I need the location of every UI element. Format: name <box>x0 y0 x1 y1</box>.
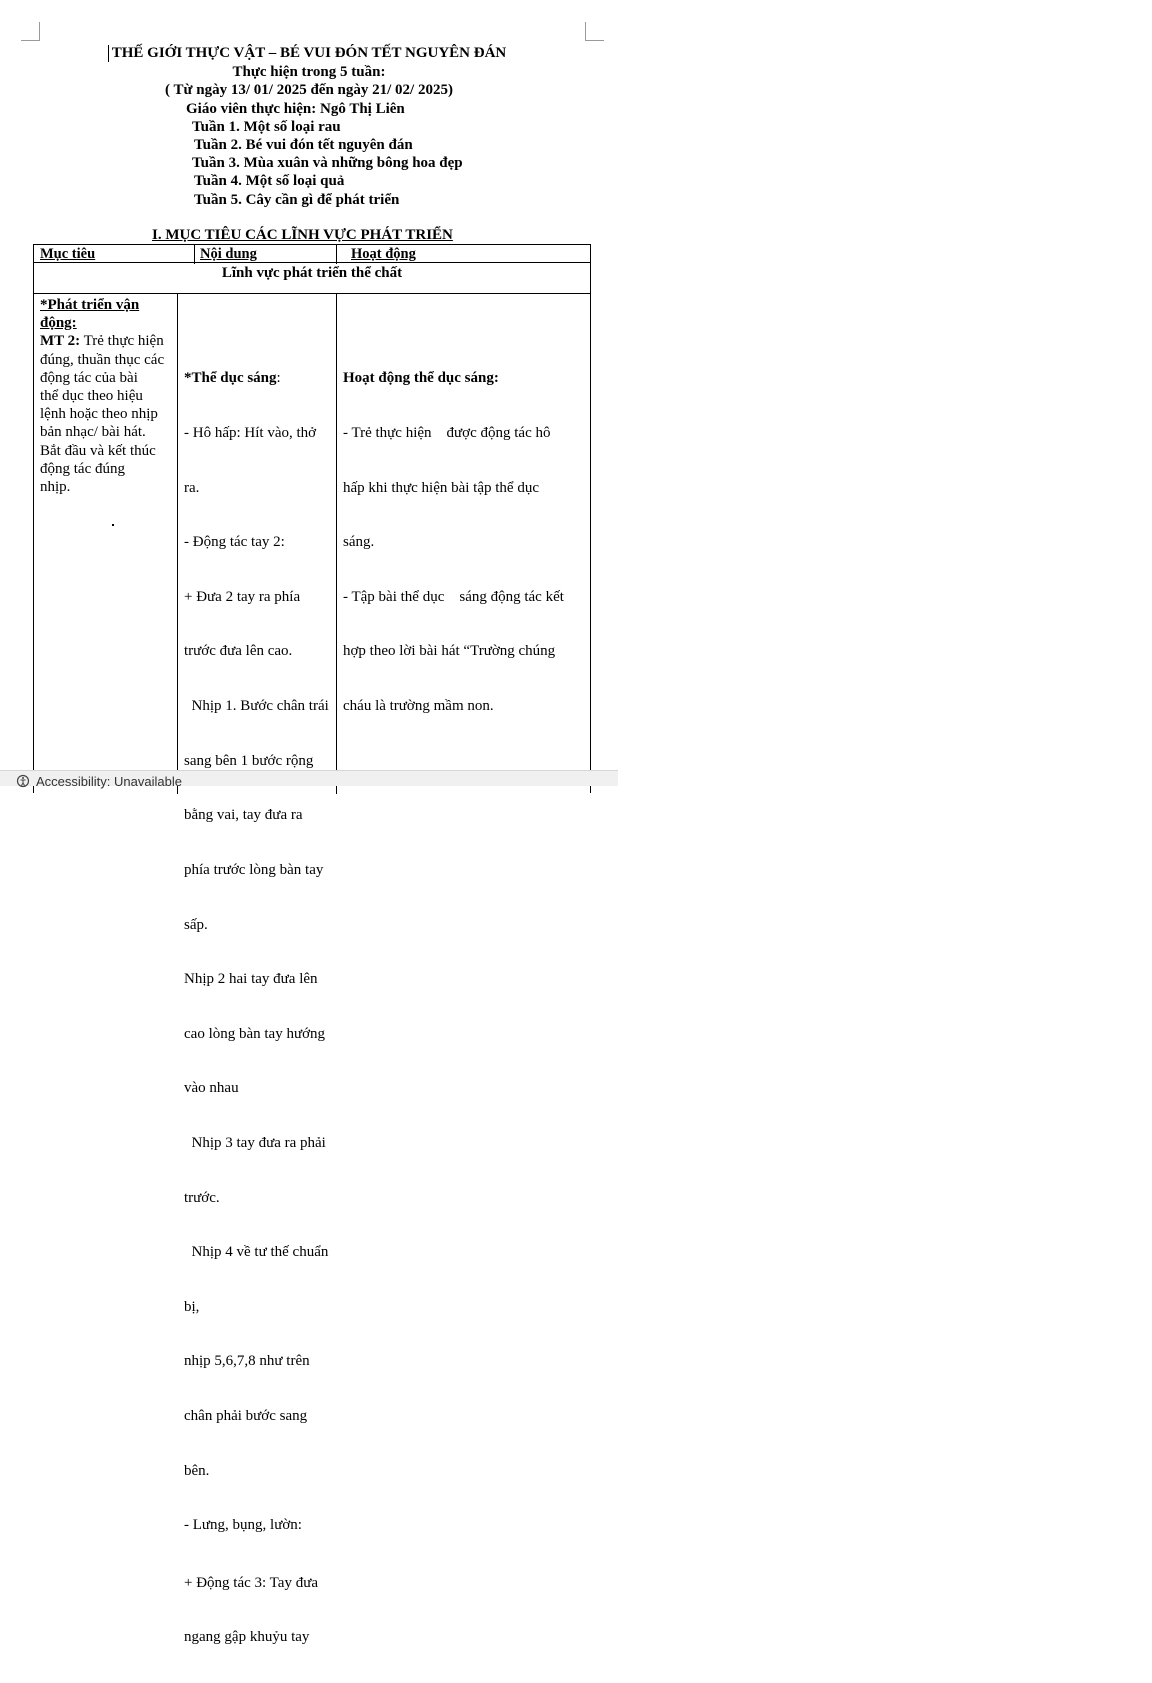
objective-mt2 <box>40 332 176 350</box>
objective-line: Bắt đầu và kết thúc <box>40 442 156 459</box>
week-3: Tuần 3. Mùa xuân và những bông hoa đẹp <box>192 155 463 171</box>
header-muc-tieu: Mục tiêu <box>40 246 96 262</box>
content-line: ngang gập khuỷu tay <box>184 1629 310 1646</box>
content-line: + Động tác 3: Tay đưa <box>184 1574 318 1591</box>
section-title: I. MỤC TIÊU CÁC LĨNH VỰC PHÁT TRIỂN <box>152 227 453 243</box>
crop-mark-top-left <box>21 22 40 41</box>
content-line: trước đưa lên cao. <box>184 643 293 660</box>
objective-line: nhịp. <box>40 479 71 496</box>
content-line: cao lòng bàn tay hướng <box>184 1025 326 1042</box>
content-line: Nhịp 3 tay đưa ra phải <box>184 1134 326 1151</box>
table-header-row <box>33 244 591 263</box>
content-line: sấp. <box>184 916 208 933</box>
objective-line: động tác đúng <box>40 460 125 477</box>
accessibility-icon[interactable] <box>16 774 32 788</box>
content-line: ra. <box>184 479 200 496</box>
objective-line: đúng, thuần thục các <box>40 351 165 368</box>
content-heading-colon: : <box>276 370 281 387</box>
duration-line: Thực hiện trong 5 tuần: <box>232 64 386 80</box>
col-activities <box>343 333 589 752</box>
content-line: + Đưa 2 tay ra phía <box>184 588 301 605</box>
status-bar <box>0 770 618 789</box>
content-line: Nhịp 1. Bước chân trái <box>184 698 329 715</box>
objective-line: lệnh hoặc theo nhịp <box>40 406 158 423</box>
mt-label: MT 2: <box>40 333 81 350</box>
header-divider <box>336 245 337 264</box>
activity-line: sáng. <box>343 534 375 551</box>
content-line: - Động tác tay 2: <box>184 534 285 551</box>
date-range-line: ( Từ ngày 13/ 01/ 2025 đến ngày 21/ 02/ 2025) <box>165 82 453 98</box>
header-divider <box>194 245 195 264</box>
content-line: nhịp 5,6,7,8 như trên <box>184 1353 310 1370</box>
col-objectives <box>40 296 176 496</box>
crop-mark-top-right <box>585 22 604 41</box>
activity-line: - Tập bài thể dục sáng động tác kết <box>343 588 564 605</box>
column-divider <box>336 294 337 794</box>
content-line: Nhịp 2 hai tay đưa lên <box>184 971 318 988</box>
activity-line: cháu là trường mầm non. <box>343 698 494 715</box>
column-divider <box>177 294 178 794</box>
objective-heading: *Phát triển vận động: <box>40 297 140 332</box>
objective-line: bản nhạc/ bài hát. <box>40 424 146 441</box>
activity-heading: Hoạt động thể dục sáng: <box>343 370 499 387</box>
content-line: bị, <box>184 1298 200 1315</box>
week-2: Tuần 2. Bé vui đón tết nguyên đán <box>194 137 413 153</box>
accessibility-status[interactable]: Accessibility: Unavailable <box>36 774 182 789</box>
activity-line: hấp khi thực hiện bài tập thể dục <box>343 479 539 496</box>
content-line: phía trước lòng bàn tay <box>184 861 324 878</box>
content-line: Nhịp 4 về tư thế chuẩn <box>184 1244 329 1261</box>
content-line: vào nhau <box>184 1080 239 1097</box>
content-heading-text: *Thể dục sáng <box>184 370 277 387</box>
week-1: Tuần 1. Một số loại rau <box>192 119 341 135</box>
objective-line: động tác của bài <box>40 369 138 386</box>
week-4: Tuần 4. Một số loại quả <box>194 173 345 189</box>
content-line: - Lưng, bụng, lườn: <box>184 1517 302 1534</box>
header-hoat-dong: Hoạt động <box>351 246 416 262</box>
header-noi-dung: Nội dung <box>200 246 257 262</box>
activity-line: - Trẻ thực hiện được động tác hô <box>343 425 551 442</box>
content-line: sang bên 1 bước rộng <box>184 752 314 769</box>
objective-line: Trẻ thực hiện <box>80 333 164 350</box>
content-line: bằng vai, tay đưa ra <box>184 807 303 824</box>
objectives-table-body <box>33 293 591 1646</box>
activity-line: hợp theo lời bài hát “Trường chúng <box>343 643 556 660</box>
teacher-line: Giáo viên thực hiện: Ngô Thị Liên <box>186 101 405 117</box>
content-heading <box>184 369 334 387</box>
content-line: trước. <box>184 1189 220 1206</box>
doc-title: THẾ GIỚI THỰC VẬT – BÉ VUI ĐÓN TẾT NGUYÊN ĐÁN <box>111 45 507 61</box>
content-line: bên. <box>184 1462 210 1479</box>
content-line: chân phải bước sang <box>184 1407 308 1424</box>
content-line: - Hô hấp: Hít vào, thở <box>184 425 317 442</box>
stray-dot <box>112 524 114 526</box>
col-content <box>184 333 334 1683</box>
domain-row-physical: Lĩnh vực phát triển thể chất <box>33 263 591 294</box>
week-5: Tuần 5. Cây cần gì để phát triển <box>194 192 400 208</box>
objective-line: thể dục theo hiệu <box>40 388 143 405</box>
